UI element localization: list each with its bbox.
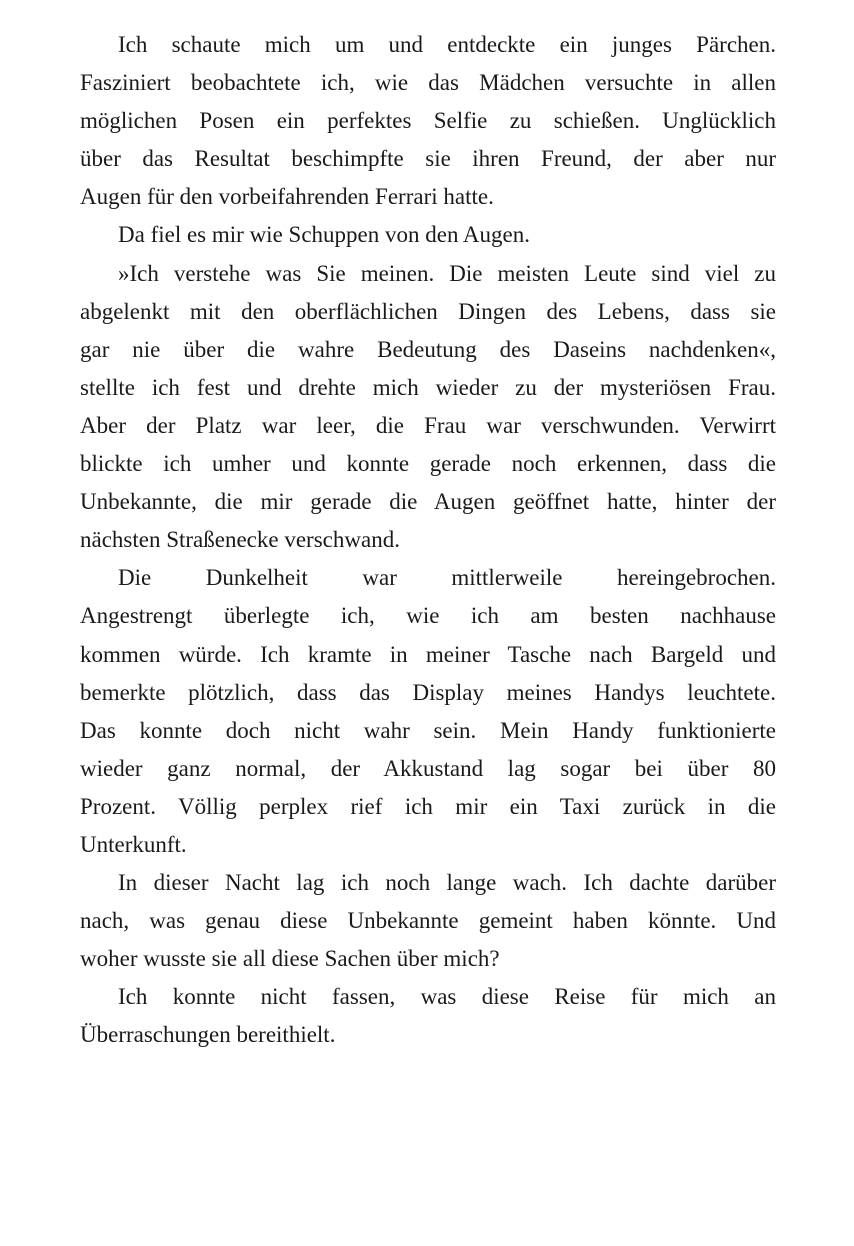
text-line: über das Resultat beschimpfte sie ihren Freund, der aber nur xyxy=(80,146,776,172)
text-line: Prozent. Völlig perplex rief ich mir ein Taxi zurück in die xyxy=(80,793,776,819)
text-line: blickte ich umher und konnte gerade noch erkennen, dass die xyxy=(80,451,776,477)
text-line: Angestrengt überlegte ich, wie ich am besten nachhause xyxy=(80,603,776,629)
text-line: gar nie über die wahre Bedeutung des Daseins nachdenken«, xyxy=(80,336,776,362)
text-line: abgelenkt mit den oberflächlichen Dingen des Lebens, dass sie xyxy=(80,298,776,324)
text-line: bemerkte plötzlich, dass das Display meines Handys leuchtete. xyxy=(80,679,776,705)
paragraph xyxy=(80,216,776,254)
text-line: Unbekannte, die mir gerade die Augen geöffnet hatte, hinter der xyxy=(80,489,776,515)
paragraph xyxy=(80,559,776,864)
text-line: In dieser Nacht lag ich noch lange wach. Ich dachte darüber xyxy=(118,870,776,896)
text-line: Augen für den vorbeifahrenden Ferrari hatte. xyxy=(80,184,494,210)
text-line: Überraschungen bereithielt. xyxy=(80,1022,336,1048)
text-line: wieder ganz normal, der Akkustand lag sogar bei über 80 xyxy=(80,755,776,781)
text-line: Ich konnte nicht fassen, was diese Reise für mich an xyxy=(118,984,776,1010)
text-line: kommen würde. Ich kramte in meiner Tasche nach Bargeld und xyxy=(80,641,776,667)
text-line: möglichen Posen ein perfektes Selfie zu schießen. Unglücklich xyxy=(80,108,776,134)
book-page-text xyxy=(80,26,776,1055)
text-line: stellte ich fest und drehte mich wieder zu der mysteriösen Frau. xyxy=(80,374,776,400)
paragraph xyxy=(80,978,776,1054)
paragraph xyxy=(80,26,776,216)
text-line: Da fiel es mir wie Schuppen von den Augen. xyxy=(118,222,530,248)
text-line: Fasziniert beobachtete ich, wie das Mädchen versuchte in allen xyxy=(80,70,776,96)
text-line: Das konnte doch nicht wahr sein. Mein Handy funktionierte xyxy=(80,717,776,743)
paragraph xyxy=(80,255,776,560)
text-line: Unterkunft. xyxy=(80,831,187,857)
text-line: nächsten Straßenecke verschwand. xyxy=(80,527,400,553)
text-line: nach, was genau diese Unbekannte gemeint haben könnte. Und xyxy=(80,908,776,934)
text-line: woher wusste sie all diese Sachen über mich? xyxy=(80,946,500,972)
text-line: »Ich verstehe was Sie meinen. Die meisten Leute sind viel zu xyxy=(118,260,776,286)
text-line: Ich schaute mich um und entdeckte ein junges Pärchen. xyxy=(118,32,776,57)
text-line: Die Dunkelheit war mittlerweile hereingebrochen. xyxy=(118,565,776,591)
text-line: Aber der Platz war leer, die Frau war verschwunden. Verwirrt xyxy=(80,412,776,438)
paragraph xyxy=(80,864,776,978)
